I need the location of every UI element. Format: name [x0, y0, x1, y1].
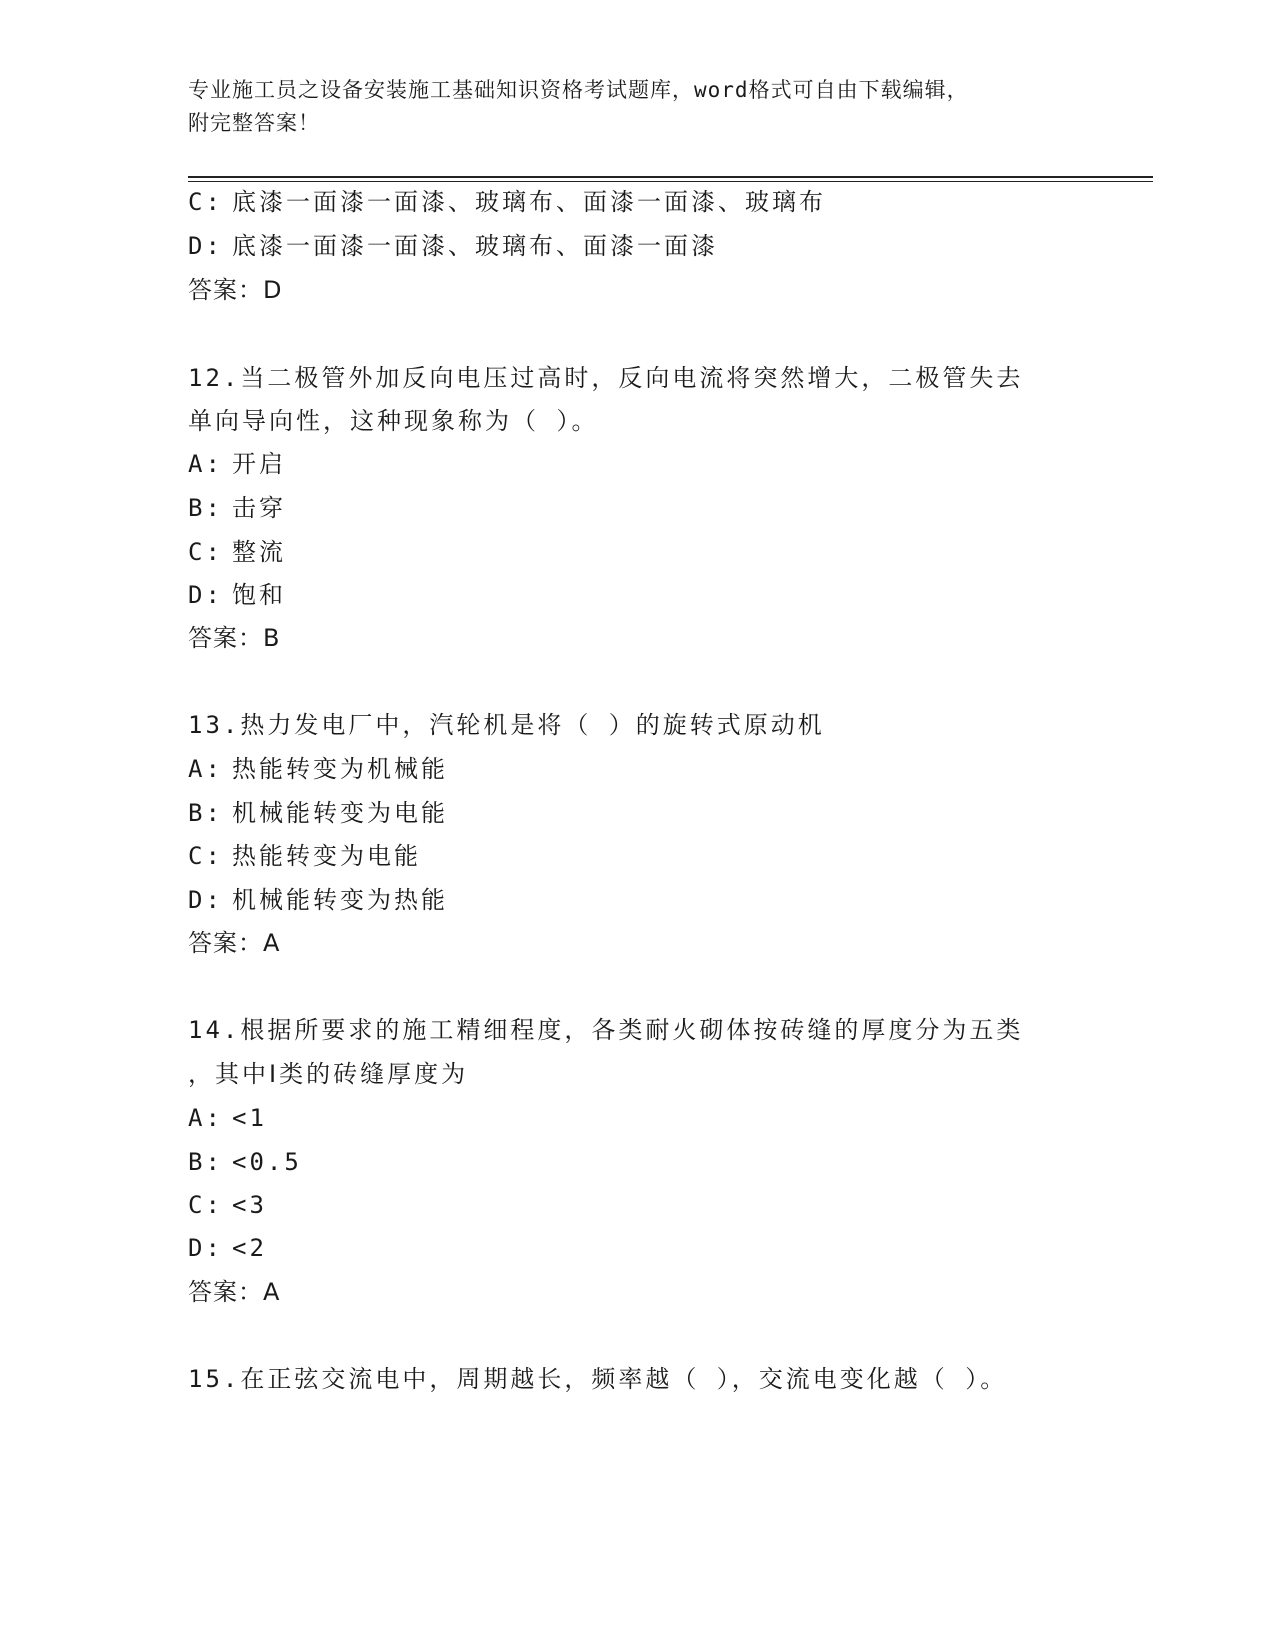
option-text: 热能转变为机械能: [232, 755, 448, 783]
option-letter: C:: [188, 188, 223, 216]
option-text: <2: [232, 1234, 267, 1262]
option-letter: C:: [188, 1191, 223, 1219]
option-text: 底漆一面漆一面漆、玻璃布、面漆一面漆、玻璃布: [232, 188, 826, 216]
document-header: [188, 74, 1078, 140]
option-text: 饱和: [232, 581, 286, 609]
option-text: <0.5: [232, 1148, 302, 1176]
option-d: [188, 231, 718, 261]
question-14-line-2: ，其中Ⅰ类的砖缝厚度为: [188, 1060, 469, 1088]
answer-line: 答案：A: [188, 929, 281, 957]
option-text: <3: [232, 1191, 267, 1219]
header-divider-thick: [188, 176, 1153, 178]
answer-line: 答案：B: [188, 624, 281, 652]
option-letter: C:: [188, 842, 223, 870]
option-d: [188, 1233, 267, 1263]
option-b: [188, 493, 286, 523]
option-text: 开启: [232, 450, 286, 478]
option-letter: A:: [188, 755, 223, 783]
header-line-2: 附完整答案！: [188, 111, 320, 135]
option-letter: A:: [188, 1104, 223, 1132]
option-letter: B:: [188, 799, 223, 827]
option-c: [188, 1190, 267, 1220]
option-letter: D:: [188, 886, 223, 914]
option-c: [188, 187, 826, 217]
option-d: [188, 885, 448, 915]
option-text: 整流: [232, 538, 286, 566]
option-text: <1: [232, 1104, 267, 1132]
option-a: [188, 754, 448, 784]
option-text: 底漆一面漆一面漆、玻璃布、面漆一面漆: [232, 232, 718, 260]
option-a: [188, 449, 286, 479]
option-letter: B:: [188, 494, 223, 522]
answer-line: 答案：A: [188, 1278, 281, 1306]
option-b: [188, 798, 448, 828]
option-b: [188, 1147, 302, 1177]
option-letter: C:: [188, 538, 223, 566]
question-12-line-2: 单向导向性，这种现象称为（ ）。: [188, 407, 599, 435]
option-letter: D:: [188, 1234, 223, 1262]
option-letter: D:: [188, 581, 223, 609]
option-d: [188, 580, 286, 610]
option-a: [188, 1103, 267, 1133]
question-12-line-1: 12.当二极管外加反向电压过高时，反向电流将突然增大，二极管失去: [188, 364, 1024, 392]
question-15-line-1: 15.在正弦交流电中，周期越长，频率越（ ），交流电变化越（ ）。: [188, 1365, 1008, 1393]
option-letter: B:: [188, 1148, 223, 1176]
header-divider-thin: [188, 181, 1153, 182]
option-letter: A:: [188, 450, 223, 478]
option-c: [188, 841, 421, 871]
option-c: [188, 537, 286, 567]
option-text: 击穿: [232, 494, 286, 522]
answer-line: 答案：D: [188, 276, 283, 304]
header-line-1: 专业施工员之设备安装施工基础知识资格考试题库，word格式可自由下载编辑，: [188, 78, 969, 102]
question-13-line-1: 13.热力发电厂中，汽轮机是将（ ）的旋转式原动机: [188, 711, 825, 739]
option-text: 热能转变为电能: [232, 842, 421, 870]
option-text: 机械能转变为热能: [232, 886, 448, 914]
option-letter: D:: [188, 232, 223, 260]
option-text: 机械能转变为电能: [232, 799, 448, 827]
question-14-line-1: 14.根据所要求的施工精细程度，各类耐火砌体按砖缝的厚度分为五类: [188, 1016, 1024, 1044]
